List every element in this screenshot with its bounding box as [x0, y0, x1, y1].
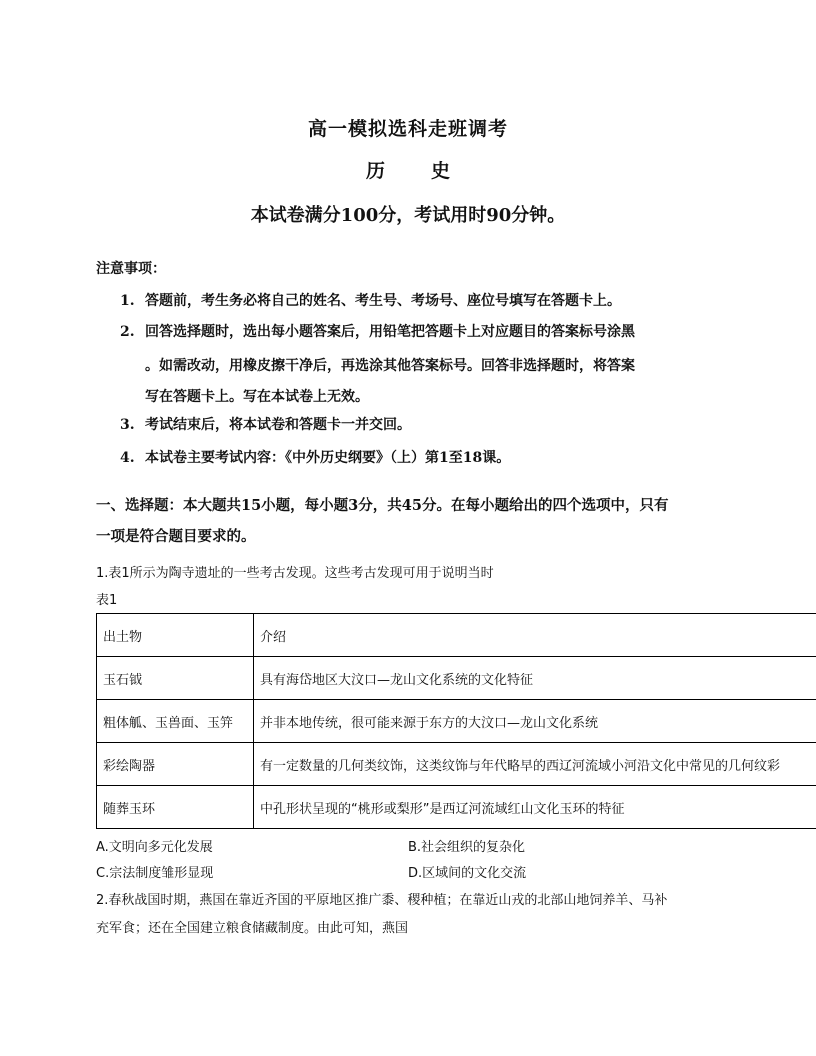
option-c: C.宗法制度雏形显现: [96, 866, 214, 881]
table-cell: 具有海岱地区大汶口—龙山文化系统的文化特征: [254, 657, 816, 700]
notice-item-text: 回答选择题时，选出每小题答案后，用铅笔把答题卡上对应题目的答案标号涂黑: [145, 324, 635, 340]
option-a: A.文明向多元化发展: [96, 840, 213, 855]
table-cell: 玉石钺: [97, 657, 254, 700]
notice-item-text: 本试卷主要考试内容：《中外历史纲要》（上）第1至18课。: [145, 450, 511, 466]
notice-item-text: 答题前，考生务必将自己的姓名、考生号、考场号、座位号填写在答题卡上。: [145, 293, 621, 309]
notice-item-continuation: 。如需改动，用橡皮擦干净后，再选涂其他答案标号。回答非选择题时，将答案: [145, 358, 635, 374]
table-row: [97, 657, 816, 700]
notice-item-text: 考试结束后，将本试卷和答题卡一并交回。: [145, 417, 411, 433]
table-row: [97, 743, 816, 786]
table-cell: 彩绘陶器: [97, 743, 254, 786]
table-header-cell: 出土物: [97, 614, 254, 657]
notice-item-continuation: 写在答题卡上。写在本试卷上无效。: [145, 389, 369, 405]
table-header-cell: 介绍: [254, 614, 816, 657]
table-cell: 有一定数量的几何类纹饰，这类纹饰与年代略早的西辽河流域小河沿文化中常见的几何纹彩: [254, 743, 816, 786]
table-cell: 随葬玉环: [97, 786, 254, 829]
notice-item-number: 3.: [120, 417, 135, 433]
table-cell: 粗体觚、玉兽面、玉笄: [97, 700, 254, 743]
notice-heading: 注意事项：: [96, 261, 166, 277]
table-row: [97, 700, 816, 743]
notice-item: [120, 317, 720, 348]
subject-title: [0, 156, 816, 183]
section-heading-line: 一项是符合题目要求的。: [96, 528, 256, 545]
table-cell: 中孔形状呈现的“桃形或梨形”是西辽河流域红山文化玉环的特征: [254, 786, 816, 829]
table-cell: 并非本地传统，很可能来源于东方的大汶口—龙山文化系统: [254, 700, 816, 743]
notice-item: [120, 410, 720, 441]
artifact-table: [96, 613, 816, 829]
table-caption: 表1: [96, 593, 118, 608]
option-b: B.社会组织的复杂化: [408, 840, 526, 855]
option-d: D.区域间的文化交流: [408, 866, 527, 881]
exam-subtitle: 本试卷满分100分，考试用时90分钟。: [250, 205, 566, 226]
question-2-line: 充军食；还在全国建立粮食储藏制度。由此可知，燕国: [96, 921, 409, 936]
subject-char-1: 历: [365, 160, 385, 182]
subject-char-2: 史: [431, 160, 451, 182]
notice-item: [120, 286, 720, 317]
section-heading-line: 一、选择题：本大题共15小题，每小题3分，共45分。在每小题给出的四个选项中，只有: [96, 497, 669, 514]
notice-item: [120, 443, 720, 474]
question-2-line: 2.春秋战国时期，燕国在靠近齐国的平原地区推广黍、稷种植；在靠近山戎的北部山地饲养羊、马补: [96, 893, 668, 908]
notice-item-number: 2.: [120, 324, 135, 340]
table-row: [97, 786, 816, 829]
notice-item-number: 1.: [120, 293, 135, 309]
question-1-stem: 1.表1所示为陶寺遗址的一些考古发现。这些考古发现可用于说明当时: [96, 566, 494, 581]
exam-title: 高一模拟选科走班调考: [307, 118, 508, 140]
table-header-row: [97, 614, 816, 657]
notice-item-number: 4.: [120, 450, 135, 466]
